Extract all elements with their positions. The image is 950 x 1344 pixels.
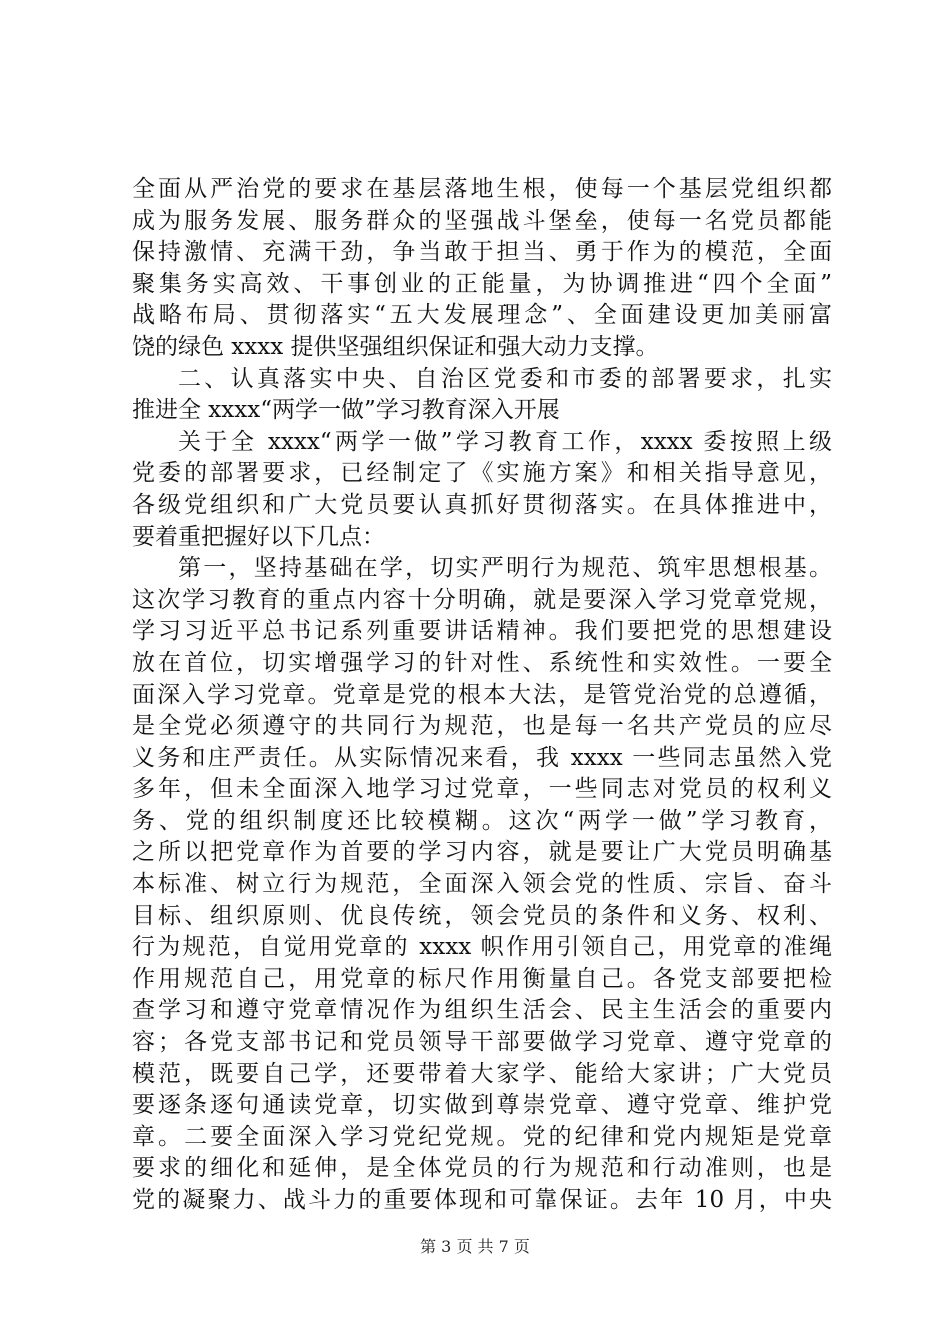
- section-heading-line: 推进全 xxxx“两学一做”学习教育深入开展: [132, 397, 560, 424]
- text-line: 学习习近平总书记系列重要讲话精神。我们要把党的思想建设: [132, 618, 832, 645]
- text-line: 聚集务实高效、干事创业的正能量，为协调推进“四个全面”: [132, 270, 832, 297]
- text-line: 目标、组织原则、优良传统，领会党员的条件和义务、权利、: [132, 902, 832, 929]
- text-line: 作用规范自己，用党章的标尺作用衡量自己。各党支部要把检: [132, 965, 832, 992]
- text-line: 章。二要全面深入学习党纪党规。党的纪律和党内规矩是党章: [132, 1123, 832, 1150]
- text-line: 要逐条逐句通读党章，切实做到尊崇党章、遵守党章、维护党: [132, 1092, 832, 1119]
- text-line: 成为服务发展、服务群众的坚强战斗堡垒，使每一名党员都能: [132, 207, 832, 234]
- text-line: 之所以把党章作为首要的学习内容，就是要让广大党员明确基: [132, 839, 832, 866]
- section-heading-line: 二、认真落实中央、自治区党委和市委的部署要求，扎实: [178, 365, 832, 392]
- text-line: 面深入学习党章。党章是党的根本大法，是管党治党的总遵循，: [132, 681, 832, 708]
- text-line: 党的凝聚力、战斗力的重要体现和可靠保证。去年 10 月，中央: [132, 1187, 832, 1213]
- text-line: 放在首位，切实增强学习的针对性、系统性和实效性。一要全: [132, 649, 832, 676]
- text-line: 义务和庄严责任。从实际情况来看，我 xxxx 一些同志虽然入党: [132, 744, 832, 771]
- text-line: 关于全 xxxx“两学一做”学习教育工作，xxxx 委按照上级: [178, 428, 832, 455]
- text-line: 行为规范，自觉用党章的 xxxx 帜作用引领自己，用党章的准绳: [132, 934, 832, 961]
- text-line: 战略布局、贯彻落实“五大发展理念”、全面建设更加美丽富: [132, 302, 832, 329]
- text-line: 各级党组织和广大党员要认真抓好贯彻落实。在具体推进中，: [132, 491, 832, 518]
- text-line: 要着重把握好以下几点：: [132, 523, 385, 550]
- text-line: 务、党的组织制度还比较模糊。这次“两学一做”学习教育，: [132, 807, 832, 834]
- text-line: 模范，既要自己学，还要带着大家学、能给大家讲；广大党员: [132, 1060, 832, 1087]
- page-number-footer: 第 3 页 共 7 页: [420, 1237, 530, 1256]
- text-line: 本标准、树立行为规范，全面深入领会党的性质、宗旨、奋斗: [132, 871, 832, 898]
- text-line: 饶的绿色 xxxx 提供坚强组织保证和强大动力支撑。: [132, 333, 659, 360]
- text-line: 查学习和遵守党章情况作为组织生活会、民主生活会的重要内: [132, 997, 832, 1024]
- text-line: 党委的部署要求，已经制定了《实施方案》和相关指导意见，: [132, 460, 832, 487]
- text-line: 全面从严治党的要求在基层落地生根，使每一个基层党组织都: [132, 176, 832, 202]
- text-line: 多年，但未全面深入地学习过党章，一些同志对党员的权利义: [132, 776, 832, 803]
- text-line: 是全党必须遵守的共同行为规范，也是每一名共产党员的应尽: [132, 713, 832, 740]
- text-line: 这次学习教育的重点内容十分明确，就是要深入学习党章党规，: [132, 586, 832, 613]
- text-line: 要求的细化和延伸，是全体党员的行为规范和行动准则，也是: [132, 1155, 832, 1182]
- text-line: 容；各党支部书记和党员领导干部要做学习党章、遵守党章的: [132, 1029, 832, 1056]
- text-line: 保持激情、充满干劲，争当敢于担当、勇于作为的模范，全面: [132, 239, 832, 266]
- text-line: 第一，坚持基础在学，切实严明行为规范、筑牢思想根基。: [178, 555, 832, 582]
- document-body: [132, 174, 832, 1217]
